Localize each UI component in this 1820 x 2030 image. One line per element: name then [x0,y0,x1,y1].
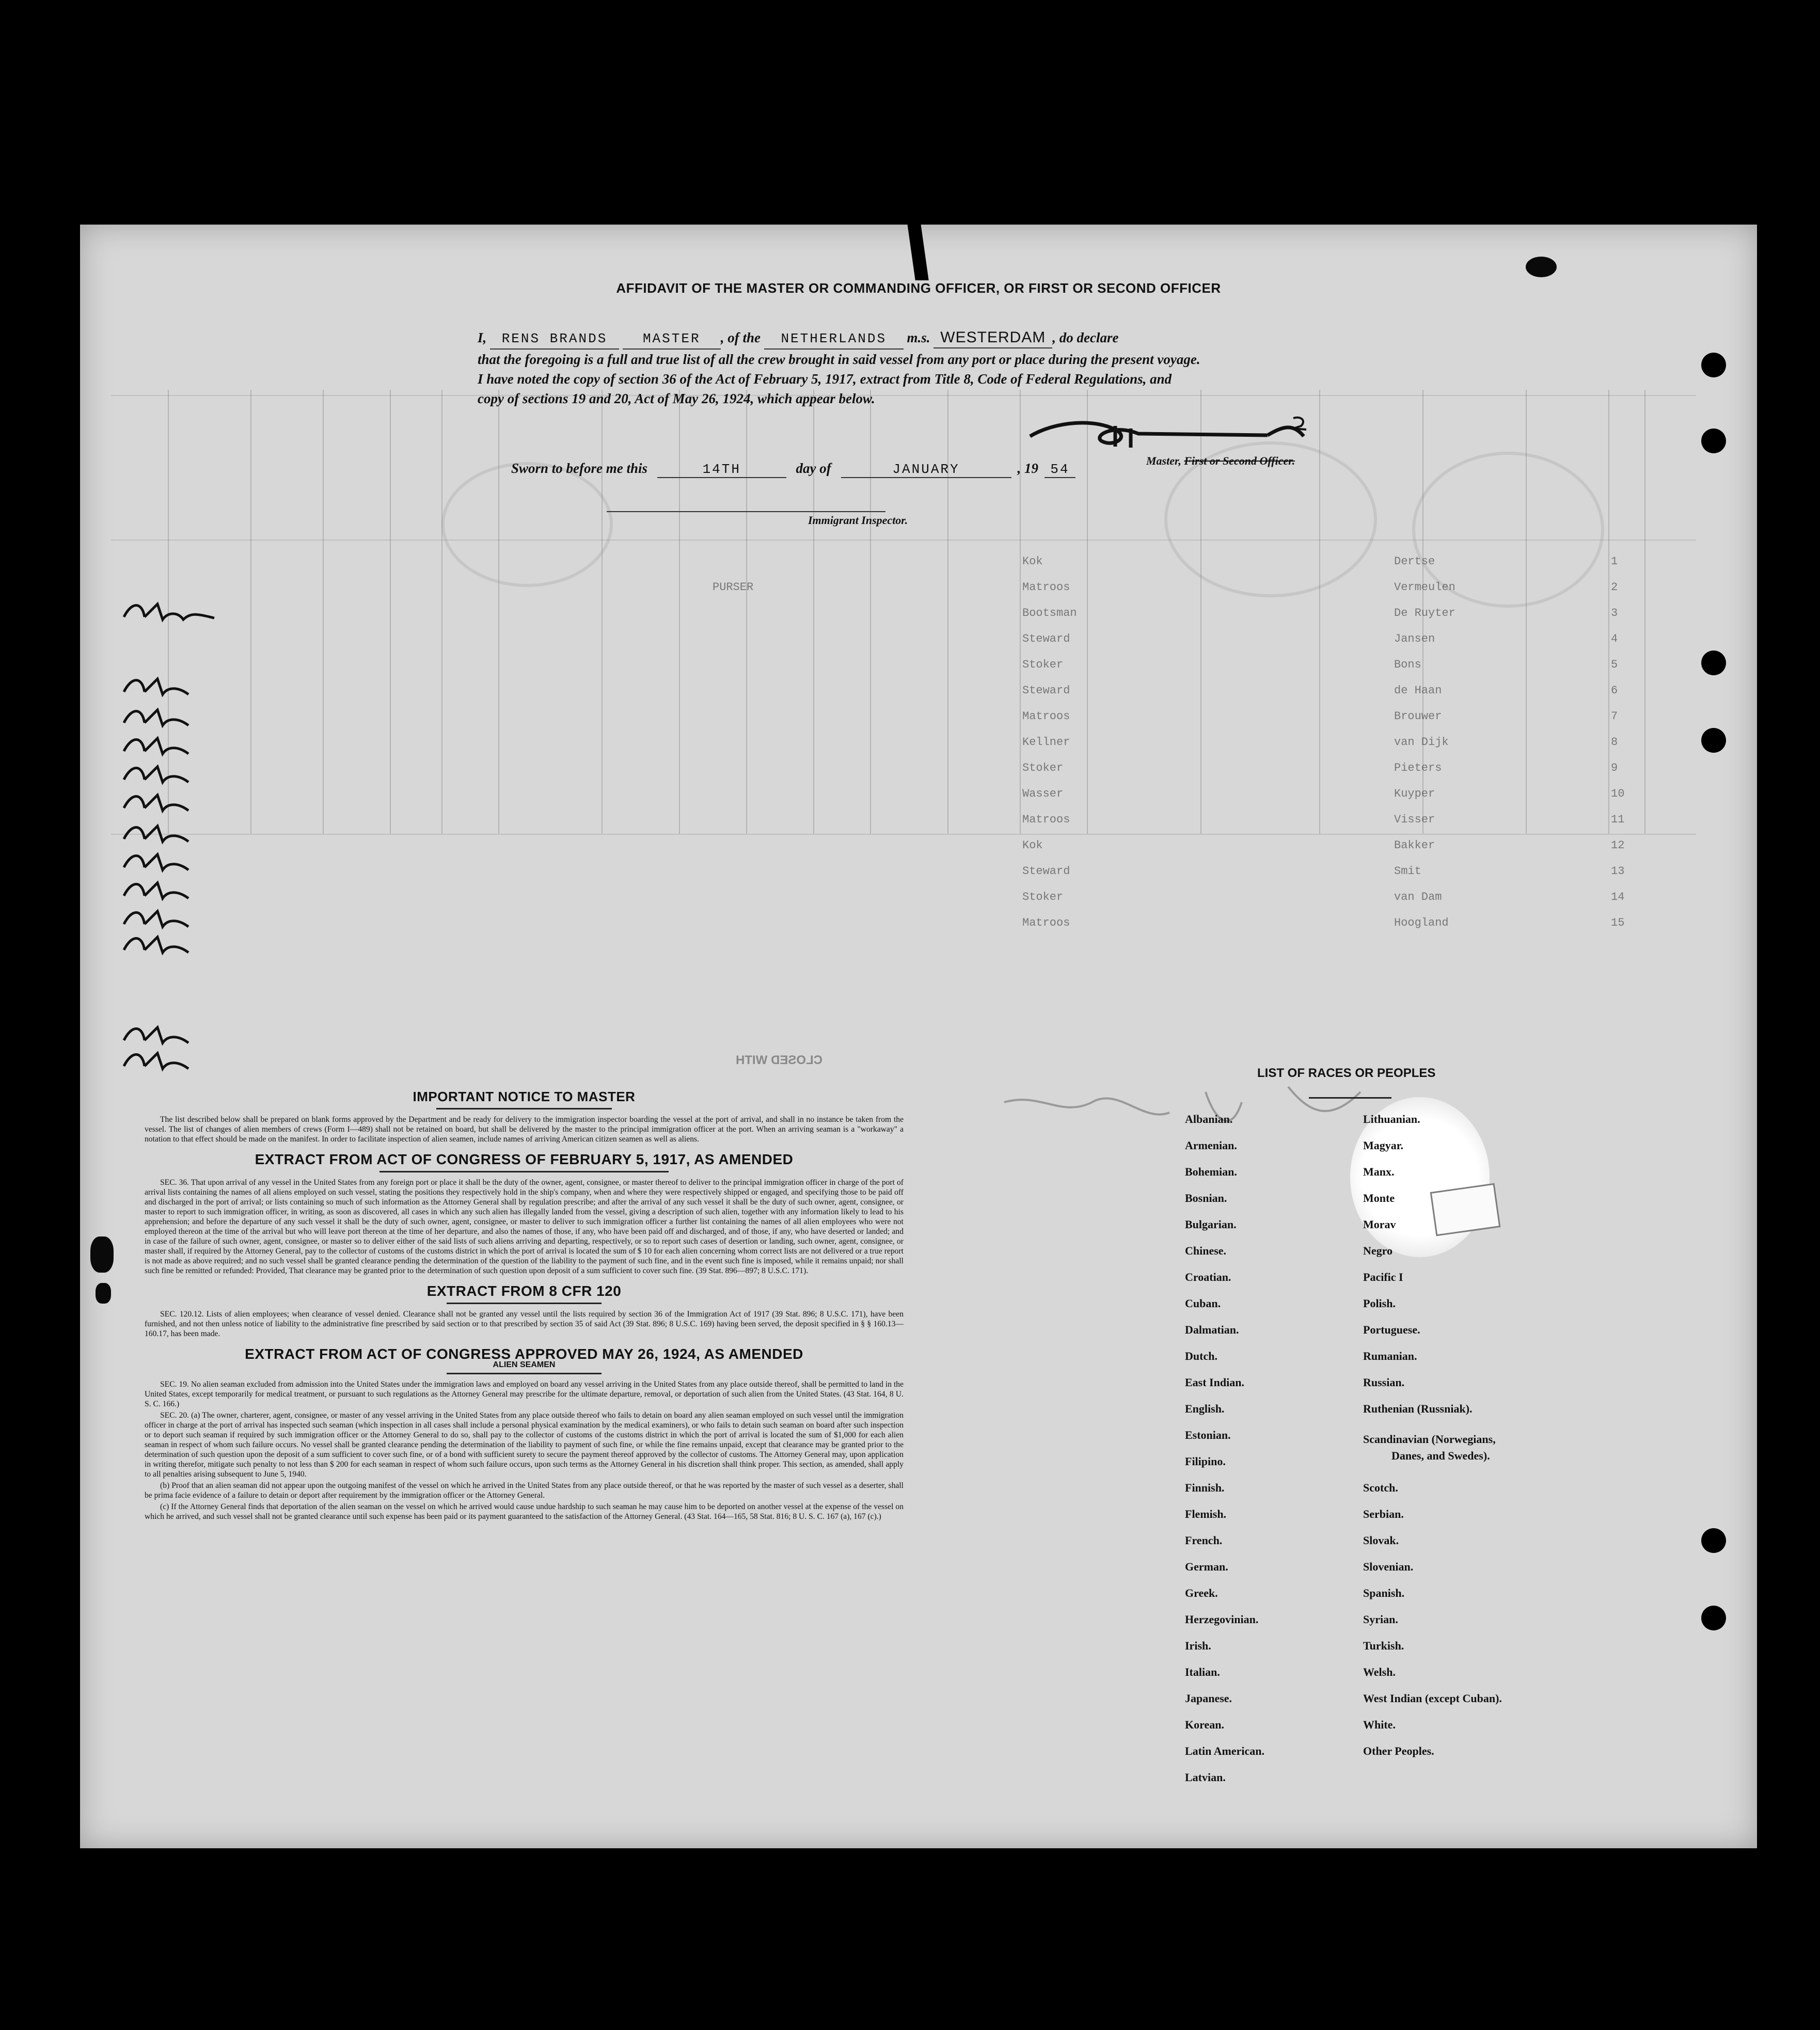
margin-initials [121,731,219,762]
race-item: Bohemian. [1185,1165,1237,1178]
punch-hole [1701,728,1726,753]
race-item: Other Peoples. [1363,1744,1434,1757]
race-item: Italian. [1185,1666,1220,1678]
race-item: Finnish. [1185,1481,1225,1494]
faint-scrawl [999,1071,1391,1144]
declaration-line: I have noted the copy of section 36 of the Act of February 5, 1917, extract from Title 8, Code of Federal Regulations, and [478,371,1172,387]
master-name-field: RENS BRANDS [490,329,619,350]
race-item: Irish. [1185,1639,1211,1652]
extract-1924-subtitle: ALIEN SEAMEN [493,1360,556,1369]
race-item: Slovak. [1363,1534,1399,1547]
race-item: Herzegovinian. [1185,1613,1259,1626]
extract-1917-body: SEC. 36. That upon arrival of any vessel in the United States from any foreign port or place it shall be the duty of the owner, agent, consignee, or master thereof to deliver to the principal immigration officer in charge of the port of arrival lists containing the names of all aliens employed on such vessel, stating the positions they respectively hold in the ship's company, when and where they were respectively shipped or engaged, and specifying those to be paid off and discharged in the port of arrival; or lists containing so much of such information as the Attorney General shall by regulation prescribe; and after the arrival of any such vessel it shall be the duty of such owner, agent, consignee, or master to report to such immigration officer, in writing, as soon as discovered, all cases in which any such alien has illegally landed from the vessel, giving a description of such alien, together with any information likely to lead to his apprehension; and before the departure of any such vessel it shall be the duty of such owner, agent, consignee, or master to deliver to such immigration officer a further list containing the names of all alien employees who were not employed thereon at the time of the arrival but who will leave port thereon at the time of her departure, and also the names of those, if any, who have been paid off and discharged, and of those, if any, who have deserted or landed; and in case of the failure of such owner, agent, consignee, or master so to deliver either of the said lists of such aliens arriving and departing, respectively, or so to report such cases of desertion or landing, such owner, agent, consignee, or master shall, if required by the Attorney General, pay to the collector of customs of the customs district in which the port of arrival is located the sum of $ 10 for each alien concerning whom correct lists are not delivered or a true report is not made as above required; and no such vessel shall be granted clearance pending the determination of the question of the liability to the payment of such fine, and in the event such fine is imposed, while it remains unpaid; nor shall such fine be remitted or refunded: Provided, That clearance may be granted prior to the determination of such question upon deposit of a sum sufficient to cover such fine. (39 Stat. 896—897; 8 U.S.C. 171). [145,1178,904,1275]
races-title: LIST OF RACES OR PEOPLES [1257,1066,1436,1080]
declaration-line: copy of sections 19 and 20, Act of May 26, 1924, which appear below. [478,391,875,406]
race-item: White. [1363,1718,1396,1731]
margin-initials [121,596,219,627]
races-rule [1309,1097,1391,1099]
race-item: Dalmatian. [1185,1323,1239,1336]
race-item: Latvian. [1185,1771,1226,1784]
margin-initials [121,702,219,733]
ink-blot [1526,257,1557,277]
race-item: Filipino. [1185,1455,1226,1468]
margin-initials [121,929,219,960]
margin-initials [121,671,219,702]
race-item: Pacific I [1363,1271,1403,1283]
legal-notice-column [145,1082,904,1523]
sec20c-body: (c) If the Attorney General finds that deportation of the alien seaman on the vessel on which he arrived would cause undue hardship to such seaman he may cause him to be deported on another vessel at the expense of the vessel on which he arrived, and such vessel shall not be granted clearance until such expense has been paid or its payment guaranteed to the satisfaction of the Attorney General. (43 Stat. 164—165, 58 Stat. 816; 8 U. S. C. 167 (a), 167 (c).) [145,1502,904,1521]
punch-hole [1701,1606,1726,1630]
race-item: Rumanian. [1363,1350,1417,1362]
race-item: Dutch. [1185,1350,1217,1362]
race-item: Russian. [1363,1376,1405,1389]
race-item: East Indian. [1185,1376,1244,1389]
race-item: Spanish. [1363,1587,1405,1599]
race-item: Scandinavian (Norwegians, [1363,1433,1496,1446]
seal-stamp-box [1430,1183,1501,1236]
ink-blot [90,1236,114,1273]
race-item: English. [1185,1402,1225,1415]
race-item: Bosnian. [1185,1192,1227,1204]
nationality-field: NETHERLANDS [764,329,904,350]
race-item: Danes, and Swedes). [1391,1449,1490,1462]
paper-tear [907,225,928,280]
race-item: German. [1185,1560,1228,1573]
race-item: French. [1185,1534,1223,1547]
race-item: Cuban. [1185,1297,1221,1310]
race-item: Syrian. [1363,1613,1398,1626]
race-item: Latin American. [1185,1744,1264,1757]
margin-initials [121,759,219,790]
race-item: Armenian. [1185,1139,1237,1152]
race-item: Scotch. [1363,1481,1398,1494]
ink-blot [96,1283,111,1304]
margin-initials [121,1045,219,1076]
ship-name-field: WESTERDAM [933,328,1052,348]
bleed-stamp [441,462,613,587]
sec19-body: SEC. 19. No alien seaman excluded from admission into the United States under the immigration laws and employed on board any vessel arriving in the United States from any place outside thereof, shall be permitted to land in the United States, except temporarily for medical treatment, or pursuant to such regulations as the Attorney General may prescribe for the ultimate departure, removal, or deportation of such alien from the United States. (43 Stat. 164, 8 U. S. C. 166.) [145,1380,904,1408]
race-item: Albanian. [1185,1113,1233,1125]
manifest-sheet: AFFIDAVIT OF THE MASTER OR COMMANDING OFFICER, OR FIRST OR SECOND OFFICER I, RENS BRANDS MASTER , of the NETHERLANDS m.s. WESTERDAM , do declare that the foregoing is a full and true list of all the crew brought in said vessel from any port or place during the present voyage. I have noted the copy of section 36 of the Act of February 5, 1917, extract from Title 8, Code of Federal Regulations, and copy of sections 19 and 20, Act of May 26, 1924, which appear below. Master, First or Second Officer. Sworn to before me this 14TH day of JANUARY , 19 54 Immigrant Inspector. Dertse Kok 1 Vermeulen Matroos PURSER 2 De Ruyter Bootsman 3 Jansen Steward 4 Bons Stoker 5 de Haan Steward 6 Brouwer Matroos 7 van Dijk Kellner 8 Pieters Stoker 9 Kuyper Wasser 10 Visser Matroos 11 Bakker Kok 12 Smit Steward 13 van Dam Stoker 14 Hoogland Matroos 15 CLOSED WITH IMPORTANT NOTICE TO MASTER The list described below shall be prepared on blank forms approved by the Department and be ready for delivery to the immigration inspector boarding the vessel at the port of arrival, and shall in no instance be taken from the vessel. The list of changes of alien members of crews (Form I—489) shall not be retained on board, but shall be delivered by the master to the principal immigration officer at the port. When an arriving seaman is a "workaway" a notation to that effect should be made on the manifest. In order to facilitate inspection of alien seamen, include names of arriving American citizen seamen as well as aliens. EXTRACT FROM ACT OF CONGRESS OF FEBRUARY 5, 1917, AS AMENDED SEC. 36. That upon arrival of any vessel in the United States from any foreign port or place it shall be the duty of the owner, agent, consignee, or master thereof to deliver to the principal immigration officer in charge of the port of arrival lists containing the names of all aliens employed on such vessel, stating the positions they respectively hold in the ship's company, when and where they were respectively shipped or engaged, and specifying those to be paid off and discharged in the port of arrival; or lists containing so much of such information as the Attorney General shall by regulation prescribe; and after the arrival of any such vessel it shall be the duty of such owner, agent, consignee, or master to report to such immigration officer, in writing, as soon as discovered, all cases in which any such alien has illegally landed from the vessel, giving a description of such alien, together with any information likely to lead to his apprehension; and before the departure of any such vessel it shall be the duty of such owner, agent, consignee, or master to deliver to such immigration officer a further list containing the names of all alien employees who were not employed thereon at the time of the arrival but who will leave port thereon at the time of her departure, and also the names of those, if any, who have been paid off and discharged, and of those, if any, who have deserted or landed; and in case of the failure of such owner, agent, consignee, or master so to deliver either of the said lists of such aliens arriving and departing, respectively, or so to report such cases of desertion or landing, such owner, agent, consignee, or master shall, if required by the Attorney General, pay to the collector of customs of the customs district in which the port of arrival is located the sum of $ 10 for each alien concerning whom correct lists are not delivered or a true report is not made as above required; and no such vessel shall be granted clearance pending the determination of the question of the liability to the payment of such fine, and in the event such fine is imposed, while it remains unpaid; nor shall such fine be remitted or refunded: Provided, That clearance may be granted prior to the determination of such question upon deposit of a sum sufficient to cover such fine. (39 Stat. 896—897; 8 U.S.C. 171). EXTRACT FROM 8 CFR 120 SEC. 120.12. Lists of alien employees; when clearance of vessel denied. Clearance shall not be granted any vessel until the lists required by section 36 of the Immigration Act of 1917 (39 Stat. 896; 8 U.S.C. 171), have been furnished, and not then unless notice of liability to the administrative fine prescribed by said section or to that prescribed by section 35 of said Act (39 Stat. 896; 8 U.S.C. 169) having been served, the deposit specified in § § 160.13—160.17, has been made. EXTRACT FROM ACT OF CONGRESS APPROVED MAY 26, 1924, AS AMENDED ALIEN SEAMEN SEC. 19. No alien seaman excluded from admission into the United States under the immigration laws and employed on board any vessel arriving in the United States from any place outside thereof, shall be permitted to land in the United States, except temporarily for medical treatment, or pursuant to such regulations as the Attorney General may prescribe for the ultimate departure, removal, or deportation of such alien from the United States. (43 Stat. 164, 8 U. S. C. 166.) SEC. 20. (a) The owner, charterer, agent, consignee, or master of any vessel arriving in the United States from any place outside thereof who fails to detain on board any alien seaman employed on such vessel until the immigration officer in charge at the port of arrival has inspected such seaman (which inspection in all cases shall include a personal physical examination by the medical examiners), or who fails to detain such seaman on board after such inspection or to deport such seaman if required by such immigration officer or the Attorney General to do so, shall pay to the collector of customs of the customs district in which the port of arrival is located the sum of $1,000 for each alien seaman in respect of whom such failure occurs. No vessel shall be granted clearance pending the determination of the liability to payment of such fine, or while the fine remains unpaid, except that clearance may be granted prior to the determination of such question upon the deposit of a sum sufficient to cover such fine, or of a bond with sufficient surety to secure the payment thereof approved by the collector of customs. The Attorney General may, upon application in writing therefor, mitigate such penalty to not less than $ 200 for each seaman in respect of whom such failure occurs, upon such terms as the Attorney General in his discretion shall think proper. This section, as amended, shall apply to all penalties arising subsequent to June 5, 1940. (b) Proof that an alien seaman did not appear upon the outgoing manifest of the vessel on which he arrived in the United States from any place outside thereof, or that he was reported by the master of such vessel as a deserter, shall be prima facie evidence of a failure to detain or deport after requirement by the immigration officer or the Attorney General. (c) If the Attorney General finds that deportation of the alien seaman on the vessel on which he arrived would cause undue hardship to such seaman he may cause him to be deported on another vessel at the expense of the vessel on which he arrived, and such vessel shall not be granted clearance until such expense has been paid or its payment guaranteed to the satisfaction of the Attorney General. (43 Stat. 164—165, 58 Stat. 816; 8 U. S. C. 167 (a), 167 (c).) LIST OF RACES OR PEOPLES Albanian. Armenian. Bohemian. Bosnian. Bulgarian. Chinese. Croatian. Cuban. Dalmatian. Dutch. East Indian. English. Estonian. Filipino. Finnish. Flemish. French. German. Greek. Herzegovinian. Irish. Italian. Japanese. Korean. Latin American. Latvian. Lithuanian. Magyar. Manx. Monte Morav Negro Pacific I Polish. Portuguese. Rumanian. Russian. Ruthenian (Russniak). Scandinavian (Norwegians, Danes, and Swedes). Scotch. Serbian. Slovak. Slovenian. Spanish. Syrian. Turkish. Welsh. West Indian (except Cuban). White. Other Peoples. [80,225,1757,1848]
notice-title: IMPORTANT NOTICE TO MASTER [413,1089,636,1104]
rank-field: MASTER [623,329,721,350]
punch-hole [1701,353,1726,377]
race-item: Negro [1363,1244,1393,1257]
affidavit-title: AFFIDAVIT OF THE MASTER OR COMMANDING OFFICER, OR FIRST OR SECOND OFFICER [616,280,1221,296]
race-item: Welsh. [1363,1666,1396,1678]
punch-hole [1701,651,1726,675]
margin-initials [121,787,219,818]
race-item: Japanese. [1185,1692,1232,1705]
margin-initials [121,847,219,878]
notice-body: The list described below shall be prepared on blank forms approved by the Department and be ready for delivery to the immigration inspector boarding the vessel at the port of arrival, and shall in no instance be taken from the vessel. The list of changes of alien members of crews (Form I—489) shall not be retained on board, but shall be delivered by the master to the principal immigration officer at the port. When an arriving seaman is a "workaway" a notation to that effect should be made on the manifest. In order to facilitate inspection of alien seamen, include names of arriving American citizen seamen as well as aliens. [145,1115,904,1144]
master-label: Master, First or Second Officer. [1146,454,1295,467]
extract-cfr-body: SEC. 120.12. Lists of alien employees; when clearance of vessel denied. Clearance shall not be granted any vessel until the lists required by section 36 of the Immigration Act of 1917 (39 Stat. 896; 8 U.S.C. 171), have been furnished, and not then unless notice of liability to the administrative fine prescribed by said section or to that prescribed by section 35 of said Act (39 Stat. 896; 8 U.S.C. 169) having been served, the deposit specified in § § 160.13—160.17, has been made. [145,1310,904,1338]
race-item: Croatian. [1185,1271,1231,1283]
race-item: Ruthenian (Russniak). [1363,1402,1473,1415]
race-item: Monte [1363,1192,1395,1204]
race-item: Slovenian. [1363,1560,1414,1573]
inspector-signature-line [607,511,885,512]
sec20a-body: SEC. 20. (a) The owner, charterer, agent, consignee, or master of any vessel arriving in the United States from any place outside thereof who fails to detain on board any alien seaman employed on such vessel until the immigration officer in charge at the port of arrival has inspected such seaman (which inspection in all cases shall include a personal physical examination by the medical examiners), or who fails to detain such seaman on board after such inspection or to deport such seaman if required by such immigration officer or the Attorney General to do so, shall pay to the collector of customs of the customs district in which the port of arrival is located the sum of $1,000 for each alien seaman in respect of whom such failure occurs. No vessel shall be granted clearance pending the determination of the liability to payment of such fine, or while the fine remains unpaid, except that clearance may be granted prior to the determination of such question upon the deposit of a sum sufficient to cover such fine, or of a bond with sufficient surety to secure the payment thereof approved by the collector of customs. The Attorney General may, upon application in writing therefor, mitigate such penalty to not less than $ 200 for each seaman in respect of whom such failure occurs, upon such terms as the Attorney General in his discretion shall think proper. This section, as amended, shall apply to all penalties arising subsequent to June 5, 1940. [145,1411,904,1479]
race-item: Bulgarian. [1185,1218,1237,1231]
punch-hole [1701,1528,1726,1553]
race-item: West Indian (except Cuban). [1363,1692,1502,1705]
sec20b-body: (b) Proof that an alien seaman did not appear upon the outgoing manifest of the vessel on which he arrived in the United States from any place outside thereof, or that he was reported by the master of such vessel as a deserter, shall be prima facie evidence of a failure to detain or deport after requirement by the immigration officer or the Attorney General. [145,1481,904,1500]
inspector-label: Immigrant Inspector. [808,514,908,527]
sworn-month-field: JANUARY [841,462,1011,478]
sworn-day-field: 14TH [657,462,786,478]
race-item: Estonian. [1185,1429,1231,1441]
extract-1924-title: EXTRACT FROM ACT OF CONGRESS APPROVED MAY 26, 1924, AS AMENDED [245,1346,803,1362]
race-item: Polish. [1363,1297,1396,1310]
race-item: Turkish. [1363,1639,1404,1652]
extract-1917-title: EXTRACT FROM ACT OF CONGRESS OF FEBRUARY 5, 1917, AS AMENDED [255,1151,794,1167]
race-item: Manx. [1363,1165,1395,1178]
race-item: Korean. [1185,1718,1224,1731]
race-item: Greek. [1185,1587,1218,1599]
race-item: Serbian. [1363,1508,1404,1520]
closed-stamp: CLOSED WITH [736,1053,822,1067]
sworn-line: Sworn to before me this 14TH day of JANUARY , 19 54 [511,461,1082,478]
punch-hole [1701,429,1726,453]
extract-cfr-title: EXTRACT FROM 8 CFR 120 [426,1283,622,1299]
declaration-line: that the foregoing is a full and true list of all the crew brought in said vessel from any port or place during the present voyage. [478,352,1200,367]
affidavit-header [80,280,1757,296]
race-item: Lithuanian. [1363,1113,1420,1125]
race-item: Chinese. [1185,1244,1227,1257]
master-signature [1025,416,1314,457]
race-item: Morav [1363,1218,1396,1231]
race-item: Portuguese. [1363,1323,1420,1336]
race-item: Magyar. [1363,1139,1404,1152]
sworn-year-field: 54 [1044,462,1075,478]
margin-initials [121,875,219,906]
race-item: Flemish. [1185,1508,1227,1520]
declaration: I, RENS BRANDS MASTER , of the NETHERLANDS m.s. WESTERDAM , do declare that the foregoing is a full and true list of all the crew brought in said vessel from any port or place during the present voyage. I have noted the copy of section 36 of the Act of February 5, 1917, extract from Title 8, Code of Federal Regulations, and copy of sections 19 and 20, Act of May 26, 1924, which appear below. [478,328,1453,408]
margin-initials [121,818,219,849]
